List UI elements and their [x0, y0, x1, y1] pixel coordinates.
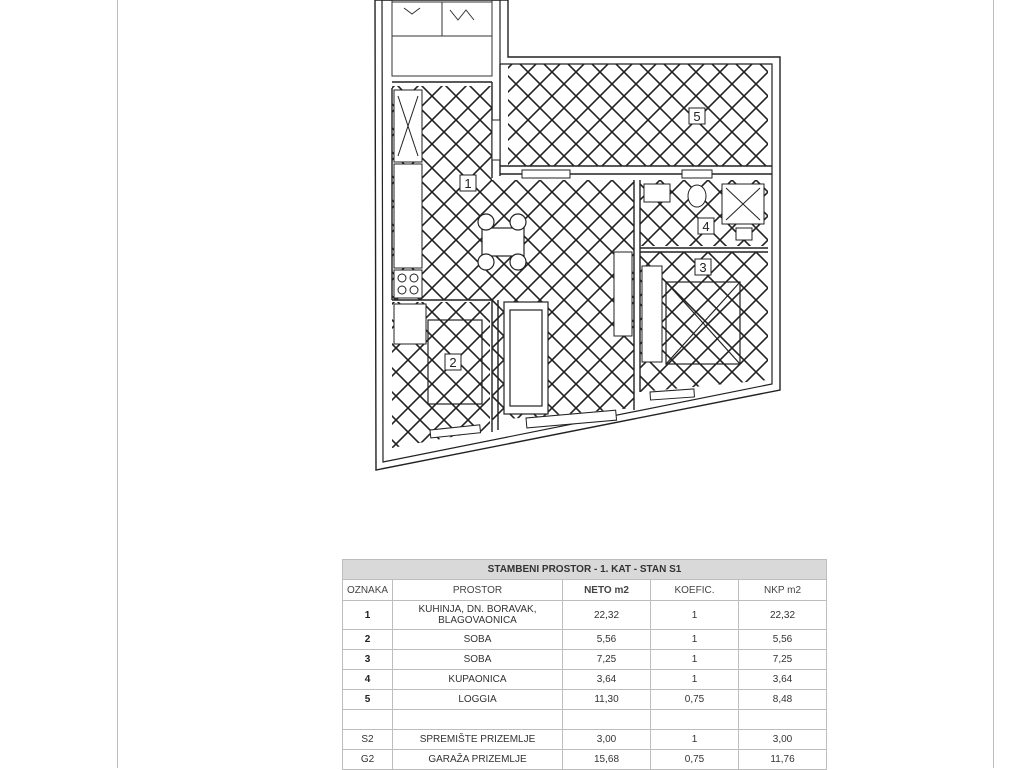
cell-koef: 1	[651, 601, 739, 630]
room-label-5	[689, 108, 705, 124]
cell-prostor: LOGGIA	[393, 690, 563, 710]
cell-prostor: GARAŽA PRIZEMLJE	[393, 750, 563, 770]
table-title-row	[343, 560, 827, 580]
cell-nkp: 7,25	[739, 650, 827, 670]
table-row	[343, 601, 827, 630]
header-neto: NETO m2	[563, 580, 651, 601]
table-row-spacer	[343, 710, 827, 730]
cell-koef: 0,75	[651, 690, 739, 710]
cell-koef: 1	[651, 630, 739, 650]
svg-text:5: 5	[693, 109, 701, 124]
cell-prostor: KUHINJA, DN. BORAVAK, BLAGOVAONICA	[393, 601, 563, 630]
cell-oznaka: S2	[343, 730, 393, 750]
cell-oznaka: 5	[343, 690, 393, 710]
svg-text:4: 4	[702, 219, 710, 234]
room-label-2	[445, 354, 461, 370]
cell-prostor: KUPAONICA	[393, 670, 563, 690]
svg-text:3: 3	[699, 260, 707, 275]
cell-nkp: 22,32	[739, 601, 827, 630]
svg-text:1: 1	[464, 176, 472, 191]
table-row	[343, 730, 827, 750]
storage-block	[392, 0, 500, 76]
kitchen-counter	[394, 90, 422, 298]
cell-oznaka: 4	[343, 670, 393, 690]
cell-neto: 7,25	[563, 650, 651, 670]
cell-oznaka: 1	[343, 601, 393, 630]
table-row	[343, 650, 827, 670]
cell-prostor: SOBA	[393, 650, 563, 670]
svg-text:2: 2	[449, 355, 457, 370]
cell-neto: 15,68	[563, 750, 651, 770]
table-row	[343, 630, 827, 650]
cell-nkp: 8,48	[739, 690, 827, 710]
cell-nkp: 3,64	[739, 670, 827, 690]
cell-koef: 1	[651, 730, 739, 750]
cell-oznaka: 2	[343, 630, 393, 650]
cell-koef: 0,75	[651, 750, 739, 770]
table-header-row	[343, 580, 827, 601]
cell-nkp: 5,56	[739, 630, 827, 650]
table-row	[343, 750, 827, 770]
cell-prostor: SOBA	[393, 630, 563, 650]
cell-neto: 3,64	[563, 670, 651, 690]
cell-oznaka: 3	[343, 650, 393, 670]
header-koef: KOEFIC.	[651, 580, 739, 601]
cell-koef: 1	[651, 650, 739, 670]
table-title: STAMBENI PROSTOR - 1. KAT - STAN S1	[343, 560, 827, 580]
room-label-4	[698, 218, 714, 234]
cell-neto: 3,00	[563, 730, 651, 750]
room-label-3	[695, 259, 711, 275]
cell-nkp: 3,00	[739, 730, 827, 750]
table-row	[343, 690, 827, 710]
header-oznaka: OZNAKA	[343, 580, 393, 601]
area-table	[342, 559, 827, 770]
header-nkp: NKP m2	[739, 580, 827, 601]
room-label-1	[460, 175, 476, 191]
cell-nkp: 11,76	[739, 750, 827, 770]
cell-oznaka: G2	[343, 750, 393, 770]
hatched-floor-room-5	[508, 64, 768, 166]
sofa	[504, 302, 548, 414]
cell-neto: 5,56	[563, 630, 651, 650]
table-row	[343, 670, 827, 690]
cell-neto: 22,32	[563, 601, 651, 630]
header-prostor: PROSTOR	[393, 580, 563, 601]
cell-prostor: SPREMIŠTE PRIZEMLJE	[393, 730, 563, 750]
cell-neto: 11,30	[563, 690, 651, 710]
cell-koef: 1	[651, 670, 739, 690]
